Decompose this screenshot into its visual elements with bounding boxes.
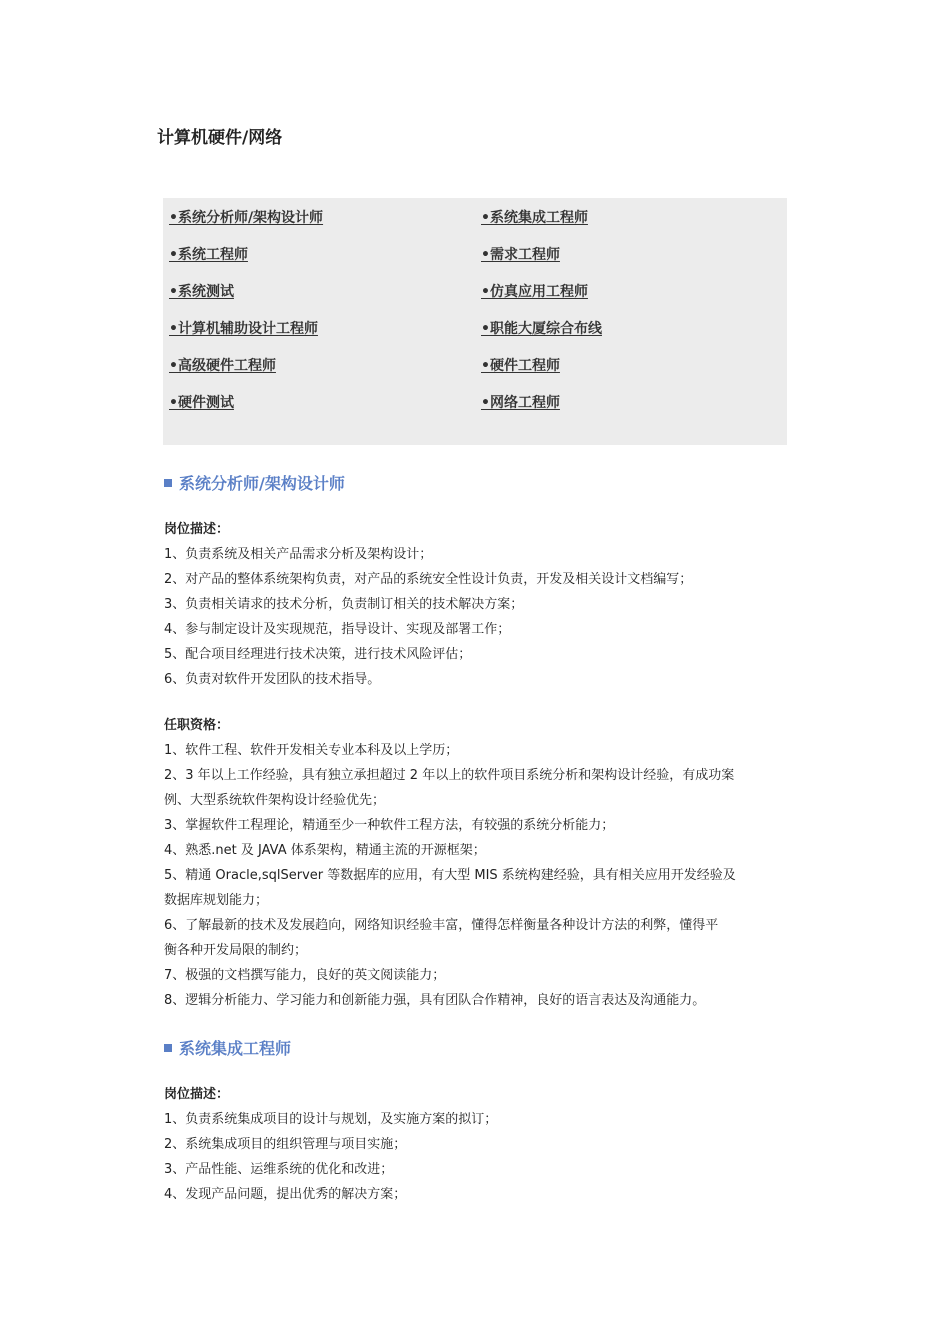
qualification-line: 数据库规划能力； xyxy=(164,893,269,908)
duties-label: 岗位描述： xyxy=(164,1087,230,1102)
toc-link-senior-hardware-engineer[interactable]: •高级硬件工程师 xyxy=(169,358,276,374)
qualification-line: 3、掌握软件工程理论，精通至少一种软件工程方法，有较强的系统分析能力； xyxy=(164,818,615,833)
qualification-line: 8、逻辑分析能力、学习能力和创新能力强，具有团队合作精神，良好的语言表达及沟通能力。 xyxy=(164,993,706,1008)
duties-label: 岗位描述： xyxy=(164,522,230,537)
square-bullet-icon xyxy=(164,1044,172,1052)
qualification-line: 4、熟悉.net 及 JAVA 体系架构，精通主流的开源框架； xyxy=(164,843,486,858)
section-heading-system-analyst xyxy=(164,472,345,496)
qualification-line: 6、了解最新的技术及发展趋向，网络知识经验丰富，懂得怎样衡量各种设计方法的利弊，懂得平 xyxy=(164,918,719,933)
toc-link-simulation-engineer[interactable]: •仿真应用工程师 xyxy=(481,284,588,300)
duty-line: 3、产品性能、运维系统的优化和改进； xyxy=(164,1162,394,1177)
duty-line: 5、配合项目经理进行技术决策，进行技术风险评估； xyxy=(164,647,472,662)
section-heading-system-integration xyxy=(164,1037,291,1061)
qualification-line: 衡各种开发局限的制约； xyxy=(164,943,308,958)
section-heading-text: 系统分析师/架构设计师 xyxy=(179,474,345,493)
toc-link-system-engineer[interactable]: •系统工程师 xyxy=(169,247,248,263)
qualification-line: 7、极强的文档撰写能力，良好的英文阅读能力； xyxy=(164,968,446,983)
qualification-line: 2、3 年以上工作经验，具有独立承担超过 2 年以上的软件项目系统分析和架构设计经验，有成功案 xyxy=(164,768,735,783)
duty-line: 4、发现产品问题，提出优秀的解决方案； xyxy=(164,1187,407,1202)
duty-line: 1、负责系统及相关产品需求分析及架构设计； xyxy=(164,547,433,562)
page-title: 计算机硬件/网络 xyxy=(157,128,283,148)
toc-link-building-cabling[interactable]: •职能大厦综合布线 xyxy=(481,321,602,337)
qualification-line: 5、精通 Oracle,sqlServer 等数据库的应用，有大型 MIS 系统构建经验，具有相关应用开发经验及 xyxy=(164,868,736,883)
duty-line: 1、负责系统集成项目的设计与规划，及实施方案的拟订； xyxy=(164,1112,498,1127)
qualifications-label: 任职资格： xyxy=(164,718,230,733)
toc-link-hardware-engineer[interactable]: •硬件工程师 xyxy=(481,358,560,374)
toc-link-system-analyst[interactable]: •系统分析师/架构设计师 xyxy=(169,210,324,226)
toc-link-network-engineer[interactable]: •网络工程师 xyxy=(481,395,560,411)
toc-link-cad-engineer[interactable]: •计算机辅助设计工程师 xyxy=(169,321,318,337)
duty-line: 4、参与制定设计及实现规范，指导设计、实现及部署工作； xyxy=(164,622,511,637)
toc-link-system-testing[interactable]: •系统测试 xyxy=(169,284,234,300)
qualification-line: 1、软件工程、软件开发相关专业本科及以上学历； xyxy=(164,743,459,758)
duty-line: 2、对产品的整体系统架构负责，对产品的系统安全性设计负责，开发及相关设计文档编写； xyxy=(164,572,693,587)
qualification-line: 例、大型系统软件架构设计经验优先； xyxy=(164,793,386,808)
section-heading-text: 系统集成工程师 xyxy=(179,1039,292,1058)
duty-line: 3、负责相关请求的技术分析，负责制订相关的技术解决方案； xyxy=(164,597,524,612)
duty-line: 2、系统集成项目的组织管理与项目实施； xyxy=(164,1137,407,1152)
toc-link-hardware-testing[interactable]: •硬件测试 xyxy=(169,395,234,411)
duty-line: 6、负责对软件开发团队的技术指导。 xyxy=(164,672,381,687)
toc-link-system-integration-engineer[interactable]: •系统集成工程师 xyxy=(481,210,588,226)
square-bullet-icon xyxy=(164,479,172,487)
toc-link-requirements-engineer[interactable]: •需求工程师 xyxy=(481,247,560,263)
